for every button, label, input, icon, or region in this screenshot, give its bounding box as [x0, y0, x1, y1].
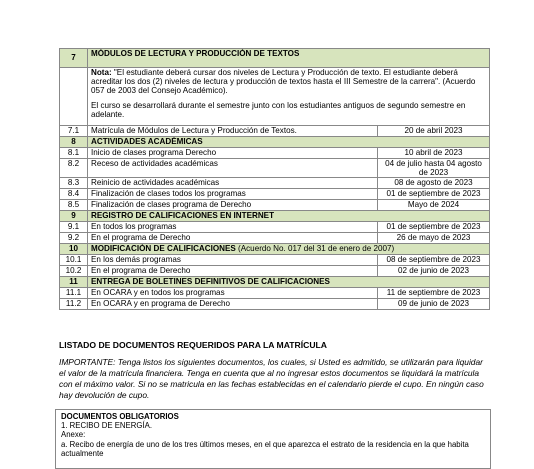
- item-number: 9.1: [60, 222, 88, 233]
- section-row: [60, 49, 490, 68]
- item-description: En todos los programas: [88, 222, 378, 233]
- item-date: 08 de septiembre de 2023: [378, 255, 490, 266]
- calendar-table: [59, 48, 490, 310]
- section-title-text: ACTIVIDADES ACADÉMICAS: [91, 137, 203, 146]
- item-date: 09 de junio de 2023: [378, 299, 490, 310]
- table-row: [60, 189, 490, 200]
- docbox-title: DOCUMENTOS OBLIGATORIOS: [61, 412, 179, 421]
- docbox-line-2: Anexe:: [61, 430, 86, 440]
- item-description: En el programa de Derecho: [88, 266, 378, 277]
- item-number: 11.1: [60, 288, 88, 299]
- section-row: [60, 137, 490, 148]
- item-description: En OCARA y en programa de Derecho: [88, 299, 378, 310]
- note-number-cell: [60, 68, 88, 126]
- note-row: [60, 68, 490, 126]
- section-title: [88, 244, 490, 255]
- section-number: 10: [60, 244, 88, 255]
- item-date: 26 de mayo de 2023: [378, 233, 490, 244]
- item-description: Finalización de clases programa de Derecho: [88, 200, 378, 211]
- item-number: 10.1: [60, 255, 88, 266]
- item-description: En el programa de Derecho: [88, 233, 378, 244]
- table-row: [60, 178, 490, 189]
- item-description: En los demás programas: [88, 255, 378, 266]
- item-number: 7.1: [60, 126, 88, 137]
- table-row: [60, 255, 490, 266]
- item-description: Inicio de clases programa Derecho: [88, 148, 378, 159]
- item-date: Mayo de 2024: [378, 200, 490, 211]
- table-row: [60, 126, 490, 137]
- table-row: [60, 288, 490, 299]
- item-number: 8.5: [60, 200, 88, 211]
- important-notice: IMPORTANTE: Tenga listos los siguientes documentos, los cuales, si Usted es admitido, se utilizarán para liquidar el valor de la matrícula financiera. Tenga en cuenta que al no ingresar estos documentos se liquidará la matrícula con el máximo valor. Si no se matricula en las fechas establecidas en el calendario pierde el cupo. En ningún caso hay devolución de cupo.: [59, 357, 484, 400]
- required-documents-box: [55, 409, 491, 469]
- item-number: 10.2: [60, 266, 88, 277]
- note-label: Nota:: [91, 68, 112, 77]
- section-row: [60, 211, 490, 222]
- section-title-text: MODIFICACIÓN DE CALIFICACIONES: [91, 244, 236, 254]
- docbox-line-1: 1. RECIBO DE ENERGÍA.: [61, 421, 152, 431]
- item-date: 04 de julio hasta 04 agosto de 2023: [378, 159, 490, 178]
- section-title: [88, 211, 490, 222]
- section-title: [88, 277, 490, 288]
- item-description: Receso de actividades académicas: [88, 159, 378, 178]
- item-description: Reinicio de actividades académicas: [88, 178, 378, 189]
- section-row: [60, 277, 490, 288]
- table-row: [60, 266, 490, 277]
- docs-heading: LISTADO DE DOCUMENTOS REQUERIDOS PARA LA MATRÍCULA: [59, 340, 327, 350]
- item-date: 10 abril de 2023: [378, 148, 490, 159]
- table-row: [60, 299, 490, 310]
- table-row: [60, 222, 490, 233]
- item-date: 08 de agosto de 2023: [378, 178, 490, 189]
- item-number: 8.3: [60, 178, 88, 189]
- docbox-line-3: a. Recibo de energía de uno de los tres últimos meses, en el que aparezca el estrato de la residencia en la que habita actualmente: [61, 439, 469, 458]
- section-title-text: ENTREGA DE BOLETINES DEFINITIVOS DE CALIFICACIONES: [91, 277, 330, 287]
- item-number: 8.1: [60, 148, 88, 159]
- section-number: 9: [60, 211, 88, 222]
- table-row: [60, 233, 490, 244]
- item-date: 01 de septiembre de 2023: [378, 222, 490, 233]
- section-title: [88, 49, 490, 68]
- note-cell: [88, 68, 490, 126]
- section-number: 8: [60, 137, 88, 148]
- section-title-text: REGISTRO DE CALIFICACIONES EN INTERNET: [91, 211, 275, 221]
- section-title-extra: (Acuerdo No. 017 del 31 de enero de 2007): [235, 244, 395, 254]
- section-number: 11: [60, 277, 88, 288]
- note-text: "El estudiante deberá cursar dos niveles de Lectura y Producción de texto. El estudiante deberá acreditar los dos (2) niveles de lectura y producción de textos hasta el III Semestre de la carrera". (Acuerdo 057 de 2003 del Consejo Académico).: [91, 68, 476, 96]
- item-number: 8.4: [60, 189, 88, 200]
- note-paragraph-2: El curso se desarrollará durante el semestre junto con los estudiantes antiguos de segundo semestre en adelante.: [91, 101, 466, 120]
- item-description: Matrícula de Módulos de Lectura y Producción de Textos.: [88, 126, 378, 137]
- item-number: 9.2: [60, 233, 88, 244]
- item-date: 01 de septiembre de 2023: [378, 189, 490, 200]
- item-description: Finalización de clases todos los programas: [88, 189, 378, 200]
- section-title-text: MÓDULOS DE LECTURA Y PRODUCCIÓN DE TEXTOS: [91, 49, 300, 58]
- item-number: 11.2: [60, 299, 88, 310]
- section-number: 7: [60, 49, 88, 68]
- note-paragraph: [91, 68, 486, 95]
- section-row: [60, 244, 490, 255]
- item-date: 20 de abril 2023: [378, 126, 490, 137]
- calendar-table-body: [60, 49, 490, 310]
- section-title: [88, 137, 490, 148]
- item-description: En OCARA y en todos los programas: [88, 288, 378, 299]
- item-date: 02 de junio de 2023: [378, 266, 490, 277]
- item-number: 8.2: [60, 159, 88, 178]
- table-row: [60, 159, 490, 178]
- item-date: 11 de septiembre de 2023: [378, 288, 490, 299]
- table-row: [60, 200, 490, 211]
- table-row: [60, 148, 490, 159]
